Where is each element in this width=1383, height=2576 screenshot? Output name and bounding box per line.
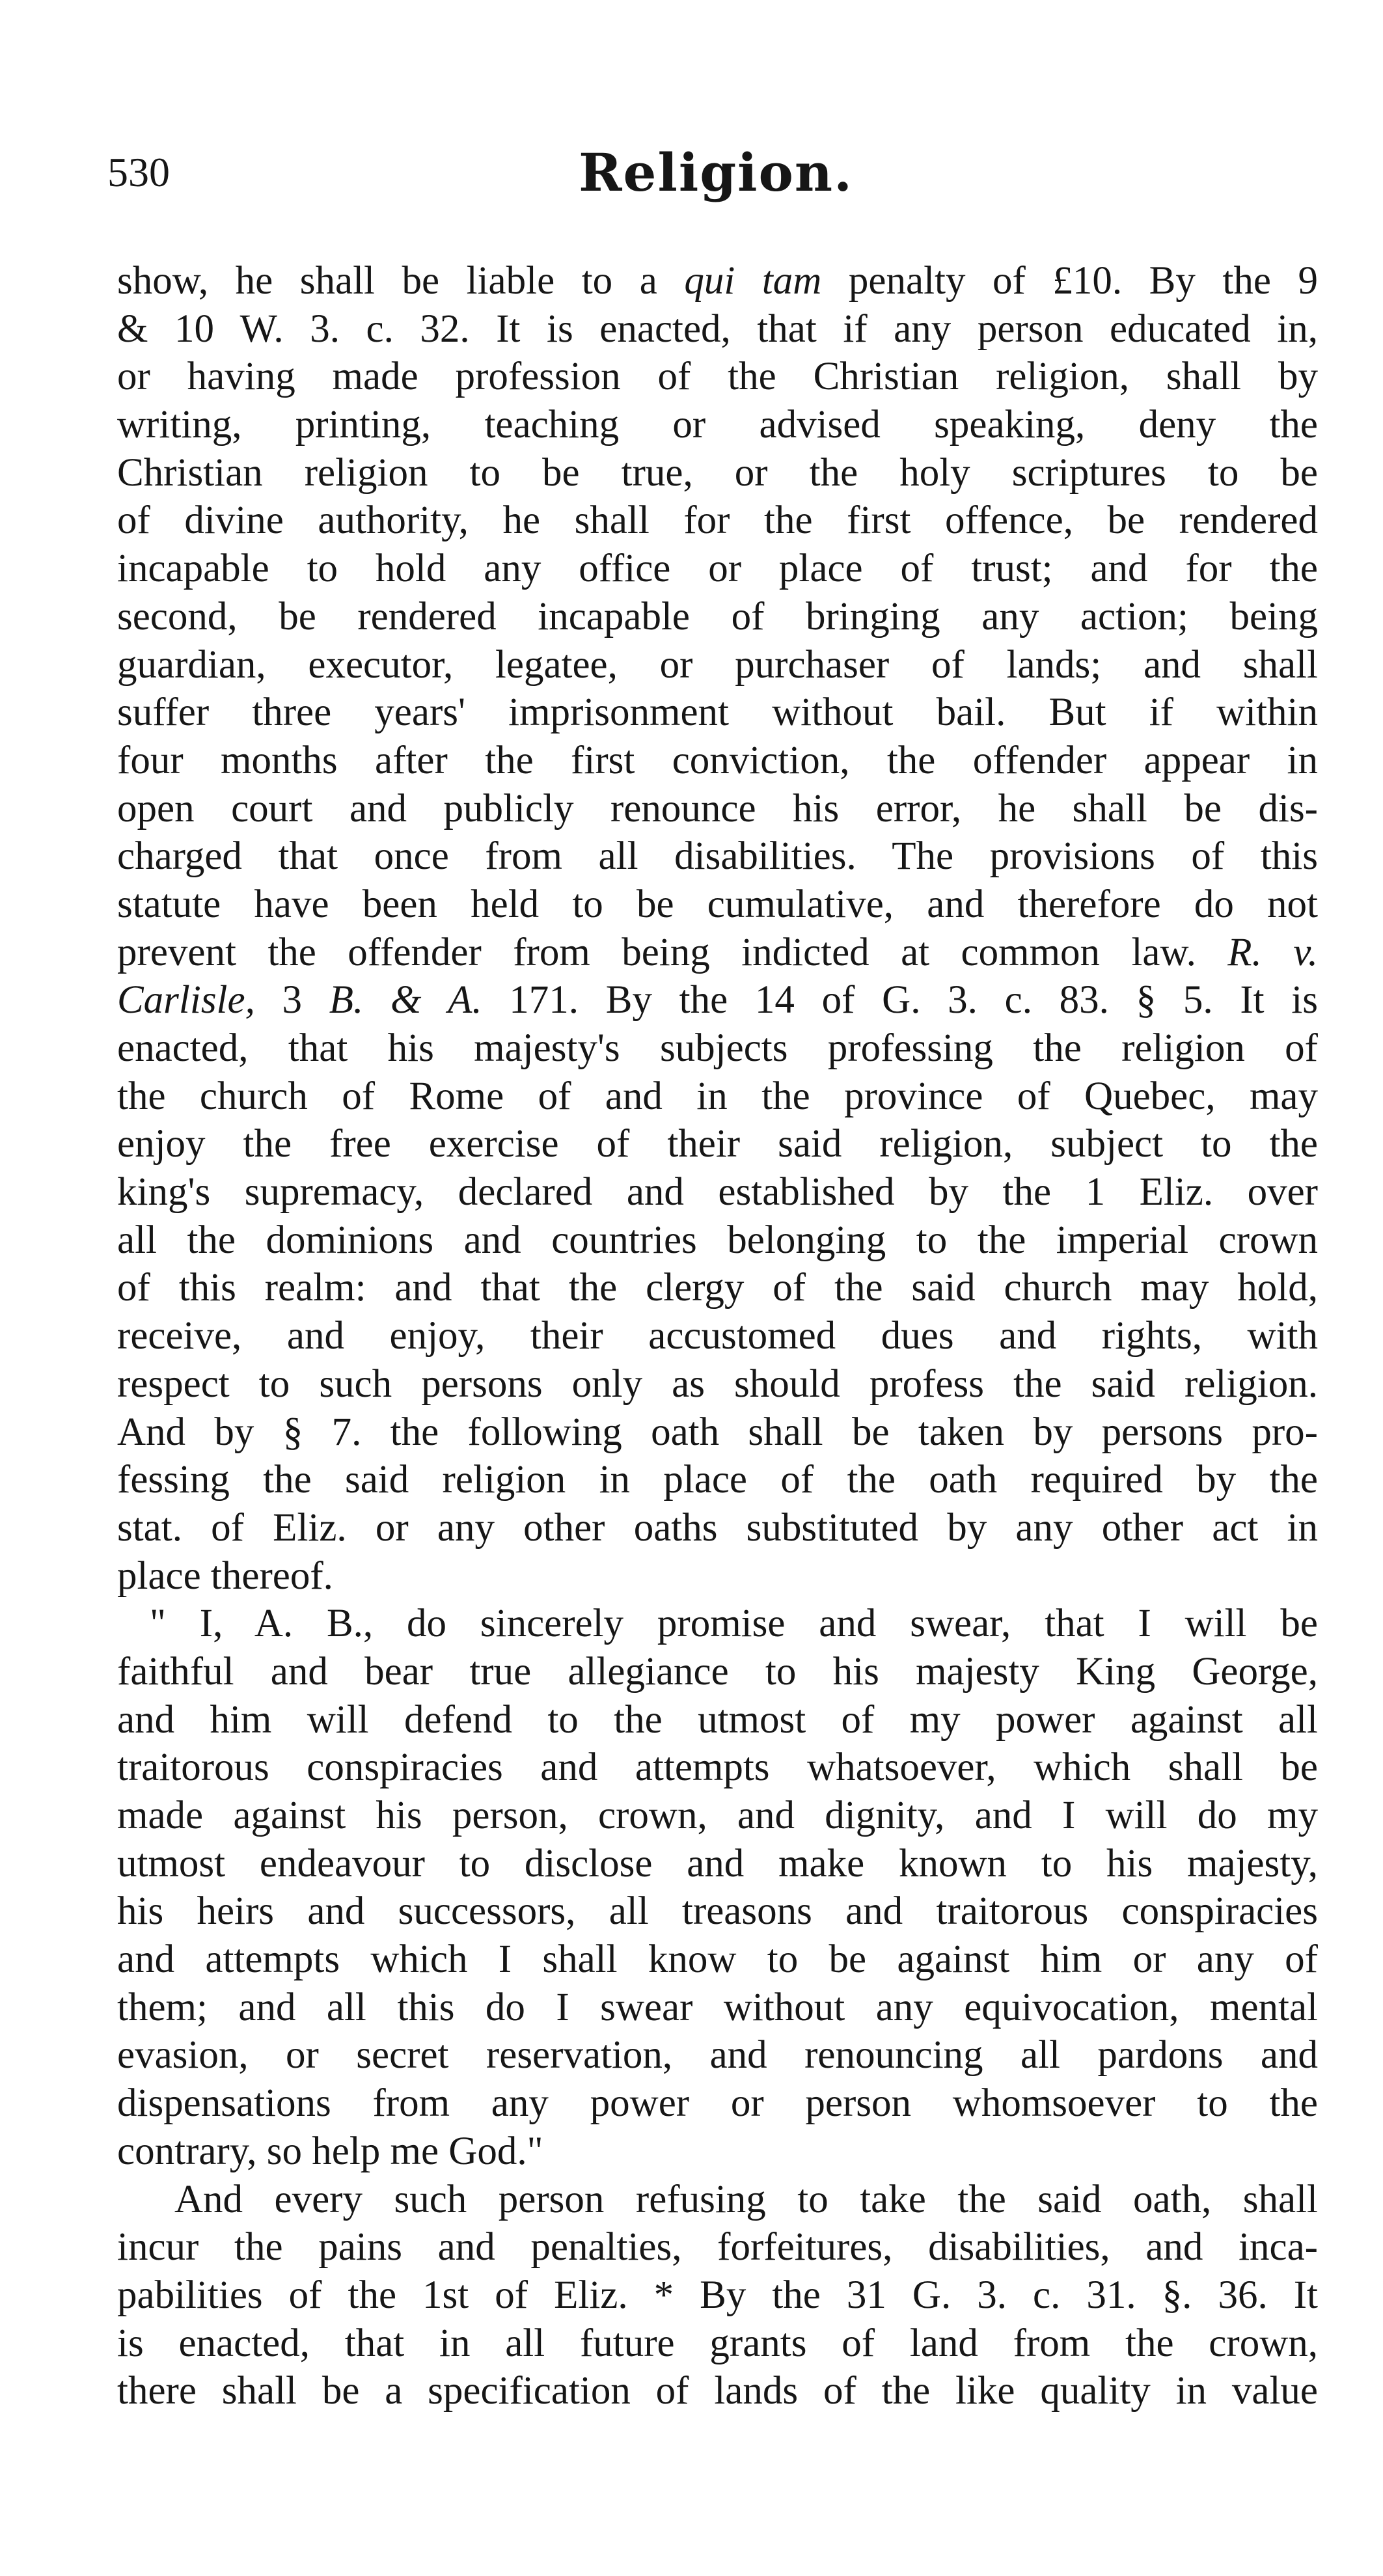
text-segment: all the dominions and countries belonging to the imperial crown [117, 1218, 1318, 1262]
text-line [117, 1936, 1318, 1984]
text-segment: faithful and bear true allegiance to his majesty King George, [117, 1649, 1318, 1693]
text-segment: respect to such persons only as should profess the said religion. [117, 1362, 1318, 1406]
text-segment: evasion, or secret reservation, and renouncing all pardons and [117, 2033, 1318, 2077]
text-line [117, 1216, 1318, 1265]
text-segment: penalty of £10. By the 9 [821, 259, 1319, 303]
italic-text: B. & A. [329, 978, 482, 1022]
text-segment: there shall be a specification of lands of the like quality in value [117, 2369, 1318, 2413]
text-segment: four months after the first conviction, the offender appear in [117, 738, 1318, 782]
text-line [117, 1312, 1318, 1360]
text-line [117, 1792, 1318, 1840]
body-text [117, 257, 1318, 2415]
text-line [117, 2320, 1318, 2368]
text-segment: suffer three years' imprisonment without bail. But if within [117, 691, 1318, 735]
text-line [117, 881, 1318, 929]
text-line [117, 1168, 1318, 1216]
text-line [117, 1024, 1318, 1073]
text-line [117, 1696, 1318, 1744]
text-line [117, 257, 1318, 305]
page-header [107, 140, 1324, 218]
text-segment: Christian religion to be true, or the holy scriptures to be [117, 450, 1318, 495]
text-segment: incapable to hold any office or place of trust; and for the [117, 547, 1318, 591]
text-line [117, 2176, 1318, 2224]
text-line [117, 2031, 1318, 2079]
text-segment: of this realm: and that the clergy of the said church may hold, [117, 1266, 1318, 1310]
text-line [117, 1552, 1318, 1600]
text-line [117, 689, 1318, 737]
text-segment: enacted, that his majesty's subjects professing the religion of [117, 1026, 1318, 1070]
text-line [117, 1120, 1318, 1168]
text-segment: 171. By the 14 of G. 3. c. 83. § 5. It is [482, 978, 1318, 1022]
text-line [117, 1408, 1318, 1457]
text-segment: place thereof. [117, 1554, 333, 1598]
text-line [117, 2128, 1318, 2176]
text-line [117, 593, 1318, 641]
text-segment: incur the pains and penalties, forfeitures, disabilities, and inca- [117, 2225, 1318, 2269]
text-segment: dispensations from any power or person whomsoever to the [117, 2081, 1318, 2126]
text-line [117, 1744, 1318, 1792]
text-line [117, 305, 1318, 353]
text-line [117, 1648, 1318, 1696]
text-segment: writing, printing, teaching or advised speaking, deny the [117, 403, 1318, 447]
italic-text: qui tam [684, 259, 822, 303]
text-line [117, 1887, 1318, 1936]
text-line [117, 785, 1318, 833]
text-segment: contrary, so help me God." [117, 2129, 543, 2173]
italic-text: Carlisle, [117, 978, 255, 1022]
text-segment: & 10 W. 3. c. 32. It is enacted, that if any person educated in, [117, 307, 1318, 351]
text-line [117, 1840, 1318, 1888]
text-segment: of divine authority, he shall for the first offence, be rendered [117, 499, 1318, 543]
text-segment: and attempts which I shall know to be against him or any of [117, 1938, 1318, 1982]
text-line [117, 2271, 1318, 2320]
text-line [117, 832, 1318, 881]
text-line [117, 929, 1318, 977]
text-segment: open court and publicly renounce his error, he shall be dis- [117, 786, 1318, 830]
text-segment: charged that once from all disabilities. The provisions of this [117, 834, 1318, 879]
running-title: Religion. [579, 142, 853, 203]
text-segment: pabilities of the 1st of Eliz. * By the 31 G. 3. c. 31. §. 36. It [117, 2273, 1318, 2317]
text-line [117, 2223, 1318, 2271]
text-line [117, 1504, 1318, 1552]
italic-text: R. v. [1227, 930, 1318, 974]
text-line [117, 353, 1318, 401]
text-segment: them; and all this do I swear without any equivocation, mental [117, 1985, 1318, 2029]
text-line [117, 737, 1318, 785]
text-segment: guardian, executor, legatee, or purchaser of lands; and shall [117, 642, 1318, 687]
text-line [117, 1456, 1318, 1504]
text-segment: or having made profession of the Christian religion, shall by [117, 355, 1318, 399]
text-segment: prevent the offender from being indicted at common law. [117, 930, 1228, 974]
text-line [117, 449, 1318, 497]
text-segment: made against his person, crown, and dignity, and I will do my [117, 1794, 1318, 1837]
text-segment: king's supremacy, declared and established by the 1 Eliz. over [117, 1170, 1318, 1214]
text-segment: And every such person refusing to take the said oath, shall [174, 2177, 1318, 2221]
text-line [117, 1360, 1318, 1408]
text-segment: is enacted, that in all future grants of land from the crown, [117, 2321, 1318, 2365]
text-line [117, 641, 1318, 689]
text-segment: statute have been held to be cumulative, and therefore do not [117, 882, 1318, 926]
text-line [117, 1600, 1318, 1648]
text-segment: the church of Rome of and in the province of Quebec, may [117, 1074, 1318, 1118]
text-segment: enjoy the free exercise of their said religion, subject to the [117, 1122, 1318, 1166]
text-line [117, 497, 1318, 545]
text-segment: second, be rendered incapable of bringing any action; being [117, 594, 1318, 638]
text-segment: and him will defend to the utmost of my power against all [117, 1697, 1318, 1742]
page-number: 530 [107, 149, 170, 195]
text-segment: traitorous conspiracies and attempts whatsoever, which shall be [117, 1746, 1318, 1790]
text-segment: 3 [254, 978, 329, 1022]
text-segment: show, he shall be liable to a [117, 259, 685, 303]
text-line [117, 401, 1318, 449]
text-line [117, 1984, 1318, 2032]
text-segment: utmost endeavour to disclose and make known to his majesty, [117, 1841, 1318, 1885]
text-segment: his heirs and successors, all treasons and traitorous conspiracies [117, 1889, 1318, 1934]
text-segment: And by § 7. the following oath shall be taken by persons pro- [117, 1410, 1318, 1454]
text-line [117, 1073, 1318, 1121]
text-segment: receive, and enjoy, their accustomed dues and rights, with [117, 1314, 1318, 1358]
text-segment: stat. of Eliz. or any other oaths substituted by any other act in [117, 1505, 1318, 1550]
text-line [117, 545, 1318, 593]
text-segment: fessing the said religion in place of the oath required by the [117, 1458, 1318, 1502]
text-line [117, 976, 1318, 1024]
text-line [117, 2367, 1318, 2415]
text-segment: " I, A. B., do sincerely promise and swear, that I will be [150, 1602, 1318, 1646]
text-line [117, 1264, 1318, 1312]
text-line [117, 2079, 1318, 2128]
